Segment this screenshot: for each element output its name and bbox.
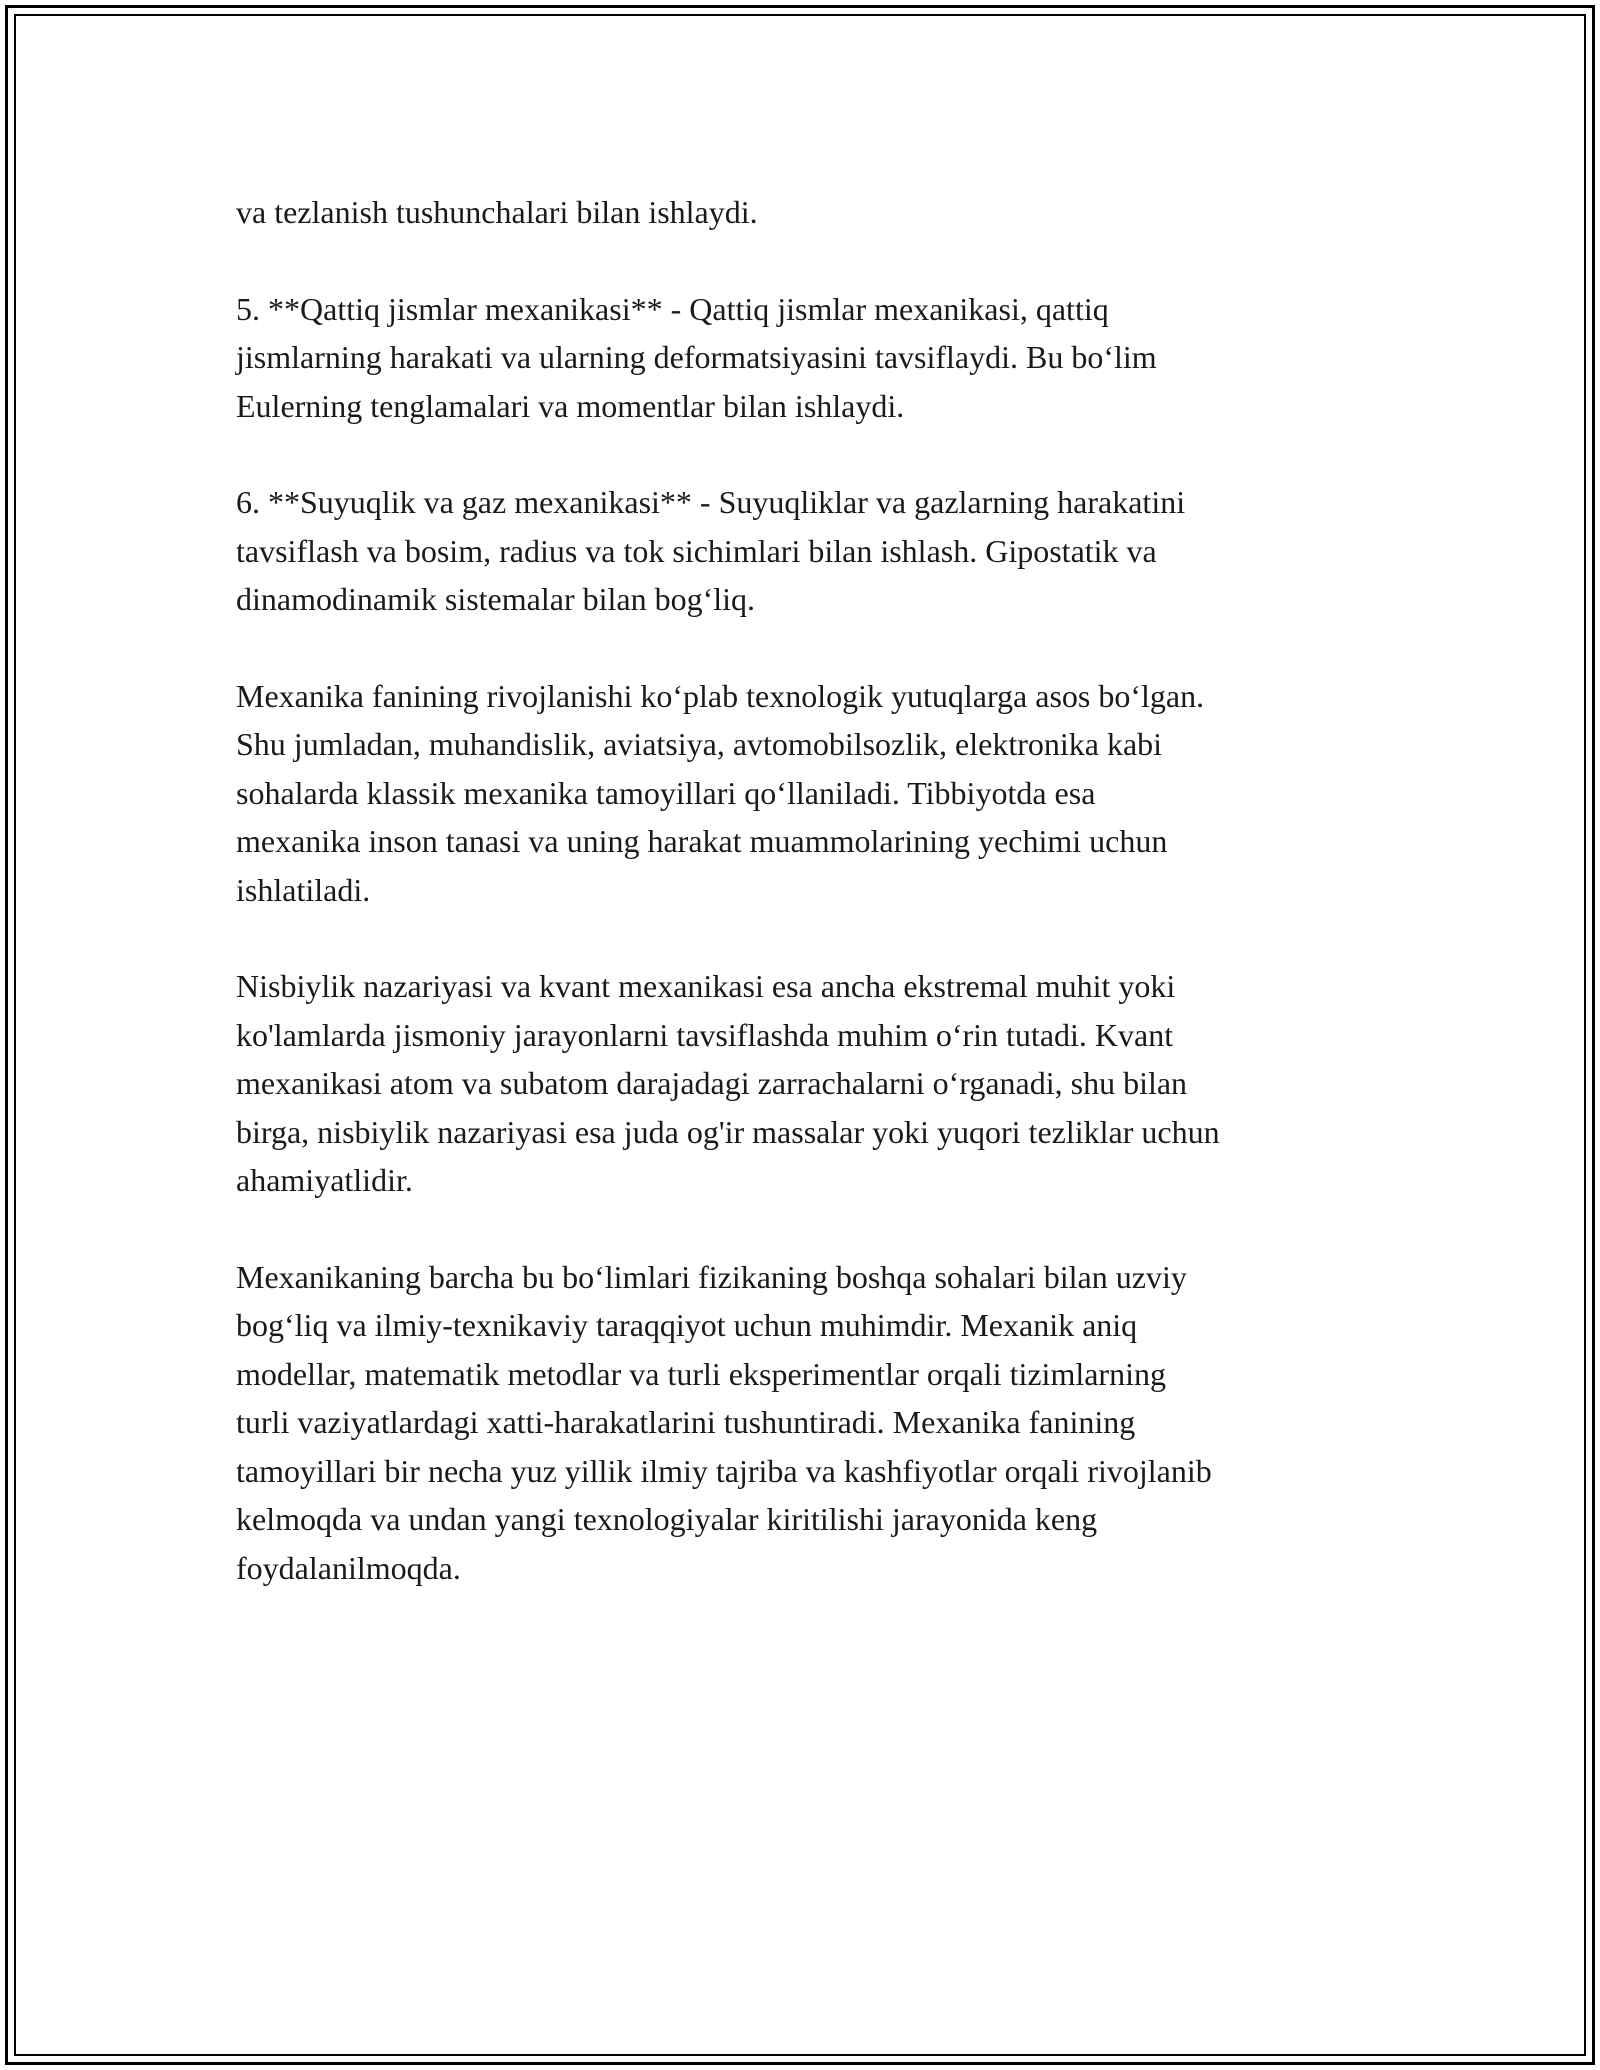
paragraph-relativity-quantum: Nisbiylik nazariyasi va kvant mexanikasi esa ancha ekstremal muhit yoki ko'lamlarda jismoniy jarayonlarni tavsiflashda muhim o‘rin tutadi. Kvant mexanikasi atom va subatom darajadagi zarrachalarni o‘rganadi, shu bilan birga, nisbiylik nazariyasi esa juda og'ir massalar yoki yuqori tezliklar uchun ahamiyatlidir. <box>236 968 1220 1198</box>
paragraph-fluid-gas-mechanics: 6. **Suyuqlik va gaz mexanikasi** - Suyuqliklar va gazlarning harakatini tavsiflash va bosim, radius va tok sichimlari bilan ishlash. Gipostatik va dinamodinamik sistemalar bilan bog‘liq. <box>236 484 1186 617</box>
paragraph-conclusion: Mexanikaning barcha bu bo‘limlari fizikaning boshqa sohalari bilan uzviy bog‘liq va ilmiy-texnikaviy taraqqiyot uchun muhimdir. Mexanik aniq modellar, matematik metodlar va turli eksperimentlar orqali tizimlarning turli vaziyatlardagi xatti-harakatlarini tushuntiradi. Mexanika fanining tamoyillari bir necha yuz yillik ilmiy tajriba va kashfiyotlar orqali rivojlanib kelmoqda va undan yangi texnologiyalar kiritilishi jarayonida keng foydalanilmoqda. <box>236 1258 1212 1586</box>
paragraph-continuation: va tezlanish tushunchalari bilan ishlaydi. <box>236 194 758 230</box>
document-body <box>236 188 1366 1640</box>
paragraph-applications: Mexanika fanining rivojlanishi ko‘plab texnologik yutuqlarga asos bo‘lgan. Shu jumladan, muhandislik, aviatsiya, avtomobilsozlik, elektronika kabi sohalarda klassik mexanika tamoyillari qo‘llaniladi. Tibbiyotda esa mexanika inson tanasi va uning harakat muammolarining yechimi uchun ishlatiladi. <box>236 677 1205 908</box>
paragraph-rigid-body-mechanics: 5. **Qattiq jismlar mexanikasi** - Qattiq jismlar mexanikasi, qattiq jismlarning harakati va ularning deformatsiyasini tavsiflaydi. Bu bo‘lim Eulerning tenglamalari va momentlar bilan ishlaydi. <box>236 290 1157 424</box>
